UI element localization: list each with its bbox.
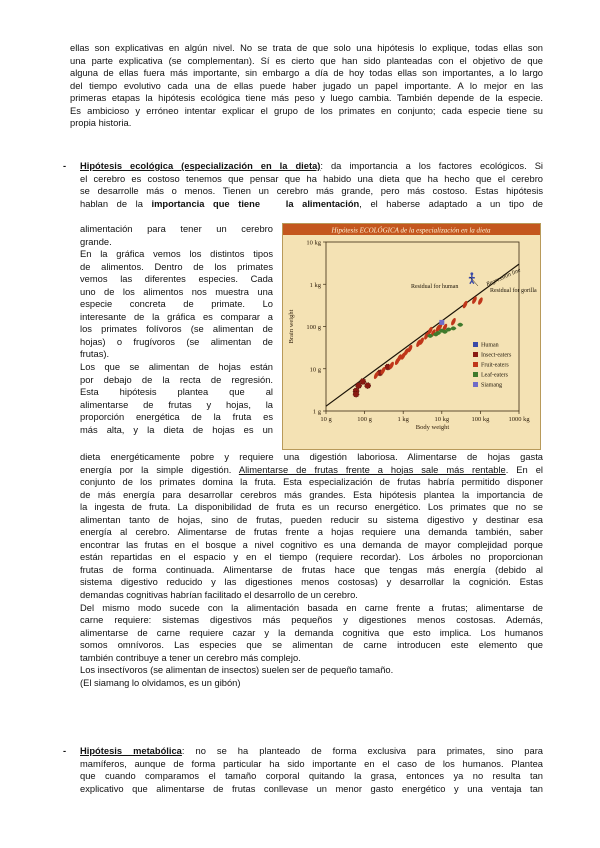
- text-line: vemos las diferentes especies. Cada: [80, 274, 273, 285]
- heading-tail: : no se ha planteado de forma exclusiva para primates, sino para: [181, 746, 544, 756]
- diet-hypothesis-chart: [282, 223, 541, 450]
- insect-eater-point: [353, 391, 359, 397]
- text-line: conjunto de los primates domina la fruta. Esta especialización de frutas habría permitido disponer: [80, 477, 543, 488]
- text-line: la ingesta de fruta. La disponibilidad de fruta es un recurso energético. Los primates que no se: [80, 502, 543, 513]
- legend-leaf-icon: [473, 372, 478, 377]
- text-line: frutas).: [80, 349, 110, 360]
- bullet-dash: -: [63, 746, 67, 756]
- text-span: hablan de la: [80, 198, 152, 209]
- text-line: alimentan tanto de hojas, sino de frutas, pueden reducir su sistema digestivo y destinar esa: [80, 514, 543, 525]
- legend-human-icon: [473, 342, 478, 347]
- annotation-human-residual: Residual for human: [411, 284, 459, 290]
- bold-span: importancia que tiene: [151, 198, 261, 209]
- y-tick-label: 1 kg: [309, 281, 321, 289]
- text-span: , el haberse adaptado a un tipo de: [359, 198, 543, 209]
- text-line: Los insectívoros (se alimentan de insectos) suelen ser de pequeño tamaño.: [80, 665, 394, 676]
- bullet-dash: -: [63, 161, 67, 171]
- text-line: una parte explicativa (se complementan). Sí es cierto que han sido planteadas con el objetivo de que: [70, 55, 543, 66]
- legend-label: Human: [481, 342, 499, 349]
- text-line: demandas cognitivas habrían facilitado el desarrollo de un cerebro.: [80, 590, 358, 601]
- text-line: alimentarse de frutas y hojas, la: [80, 399, 273, 410]
- text-line: se desarrolle más o menos. Tienen un cerebro más grande, pero más costoso. Estas hipótesis: [80, 186, 543, 197]
- after-chart-text: [80, 451, 543, 689]
- left-column-text: [80, 223, 273, 436]
- legend-insect-icon: [473, 352, 478, 357]
- x-tick-label: 100 g: [357, 416, 372, 423]
- text-line: más alta, y la dieta de hojas es un: [80, 424, 273, 435]
- text-line: carne requiere: sistemas digestivos más pequeños y digestiones menos costosas. Además,: [80, 615, 543, 626]
- text-line: [80, 198, 543, 211]
- text-line: somos omnívoros. Las especies que se alimentan de carne introducen este elemento que: [80, 640, 543, 651]
- section-heading: Hipótesis metabólica: [80, 746, 182, 756]
- text-line: frutas de forma continuada. Alimentarse de frutas hace que tengas más energía (debido al: [80, 564, 543, 575]
- text-line: [80, 464, 543, 477]
- y-axis-label: Brain weight: [288, 309, 295, 344]
- text-line: por debajo de la recta de regresión.: [80, 374, 273, 385]
- text-line: grande.: [80, 236, 112, 247]
- text-line: Es ambicioso y erróneo intentar explicar el grupo de los primates en conjunto; cada especie tiene su: [70, 105, 543, 116]
- insect-eater-point: [365, 383, 371, 389]
- text-line: uno de los alimentos nos muestra una: [80, 286, 273, 297]
- chart-title: Hipótesis ECOLÓGICA de la especialización en la dieta: [331, 226, 491, 235]
- text-line: mamíferos, aunque de forma particular ha sido importante en el caso de los humanos. Plantea: [80, 758, 543, 769]
- legend-label: Insect-eaters: [481, 352, 512, 359]
- legend-label: Leaf-eaters: [481, 372, 508, 379]
- text-line: (El siamang lo olvidamos, es un gibón): [80, 677, 241, 688]
- text-line: de alimentos. Dentro de los primates: [80, 261, 273, 272]
- y-tick-label: 1 g: [312, 408, 321, 416]
- text-line: interesante de la gráfica es comparar a: [80, 311, 273, 322]
- y-tick-label: 10 g: [309, 366, 321, 374]
- human-point-head: [470, 272, 473, 275]
- text-line: proporción energética de la fruta es: [80, 412, 273, 423]
- text-line: hojas) o frugívoros (se alimentan de: [80, 336, 273, 347]
- text-line: del tiempo evolutivo cada una de ellas puede haber jugado un papel importante. A lo mejor en las: [70, 80, 543, 91]
- chart-svg: [283, 224, 540, 449]
- bold-span: la alimentación: [285, 198, 360, 209]
- text-line: encontrar las frutas en el bosque a nivel cognitivo es una demanda de mayor complejidad porque: [80, 539, 543, 550]
- leaf-eater-point: [457, 323, 463, 327]
- text-line: ellas son explicativas en algún nivel. No se trata de que solo una hipótesis lo explique, todas ellas son: [70, 43, 543, 53]
- y-tick-label: 10 kg: [306, 239, 321, 247]
- text-line: energía al cerebro. Alimentarse de frutas frente a hojas requiere una demanda también, saber: [80, 527, 543, 538]
- text-line: propia historia.: [70, 118, 132, 129]
- x-axis-label: Body weight: [415, 424, 450, 431]
- text-line: En la gráfica vemos los distintos tipos: [80, 249, 273, 260]
- x-tick-label: 1000 kg: [508, 416, 530, 423]
- text-line: Esta hipótesis plantea que al: [80, 387, 273, 398]
- x-tick-label: 10 kg: [434, 416, 450, 423]
- text-line: Los que se alimentan de hojas están: [80, 362, 273, 373]
- annotation-gorilla-residual: Residual for gorilla: [490, 288, 537, 294]
- x-tick-label: 1 kg: [397, 416, 409, 423]
- fruit-eater-point: [477, 297, 484, 306]
- legend-label: Fruit-eaters: [481, 362, 509, 369]
- legend-fruit-icon: [473, 362, 478, 367]
- text-line: alimentación para tener un cerebro: [80, 224, 273, 234]
- text-line: de más energía para desarrollar cerebros más grandes. Esta hipótesis plantea la importancia de: [80, 489, 543, 500]
- legend-label: Siamang: [481, 382, 502, 389]
- intro-paragraph: [70, 42, 543, 130]
- text-line: alimentarse de carne requiere cazar y la demanda cognitiva que esto implica. Los humanos: [80, 627, 543, 638]
- text-line: sistema digestivo reducido y las digestiones menos costosas) y desarrollar la cognición. Estas: [80, 577, 543, 588]
- text-line: especie concreta de primate. Lo: [80, 299, 273, 310]
- text-line: están repartidas en el espacio y en el tiempo (requiere recordar). Los árboles no proporcionan: [80, 552, 543, 563]
- text-line: alguna de ellas fuera más importante, sin embargo a día de hoy todas ellas son importantes, a lo largo: [70, 68, 543, 79]
- heading-tail: : da importancia a los factores ecológicos. Si: [320, 161, 543, 171]
- text-span: energía por la simple digestión.: [80, 464, 239, 475]
- regression-label: Regression line: [485, 267, 522, 289]
- text-line: [80, 745, 543, 758]
- underlined-sentence: Alimentarse de frutas frente a hojas sale más rentable: [238, 464, 506, 475]
- y-tick-label: 100 g: [306, 324, 321, 331]
- text-line: el cerebro es costoso tenemos que pensar que ha habido una dieta que ha hecho que el cerebro: [80, 173, 543, 184]
- text-line: Del mismo modo sucede con la alimentación basada en carne frente a frutas; alimentarse de: [80, 602, 543, 613]
- text-span: . En el: [505, 464, 543, 475]
- siamang-point: [439, 320, 444, 325]
- x-tick-label: 100 kg: [471, 416, 490, 423]
- text-line: explicativo que alimentarse de frutas conllevase un menor gasto energético y una ventaja tan: [80, 783, 543, 794]
- ecological-hypothesis-head: [80, 160, 543, 210]
- text-line: dieta energéticamente pobre y requiere una digestión laboriosa. Alimentarse de hojas gasta: [80, 452, 543, 462]
- text-line: que cuando comparamos el tamaño corporal quitando la grasa, entonces ya no resulta tan: [80, 771, 543, 782]
- section-heading: Hipótesis ecológica (especialización en la dieta): [80, 161, 321, 171]
- x-tick-label: 10 g: [320, 416, 332, 423]
- metabolic-hypothesis: [80, 745, 543, 795]
- fruit-eater-point: [450, 317, 457, 326]
- text-line: los primates folívoros (se alimentan de: [80, 324, 273, 335]
- insect-eater-point: [356, 383, 362, 389]
- text-line: [80, 160, 543, 173]
- text-line: también contribuye a tener un cerebro más complejo.: [80, 652, 301, 663]
- legend-siamang-icon: [473, 382, 478, 387]
- text-line: primeras etapas la hipótesis ecológica tiene más peso y luego cambia. También depende de la especie.: [70, 93, 543, 104]
